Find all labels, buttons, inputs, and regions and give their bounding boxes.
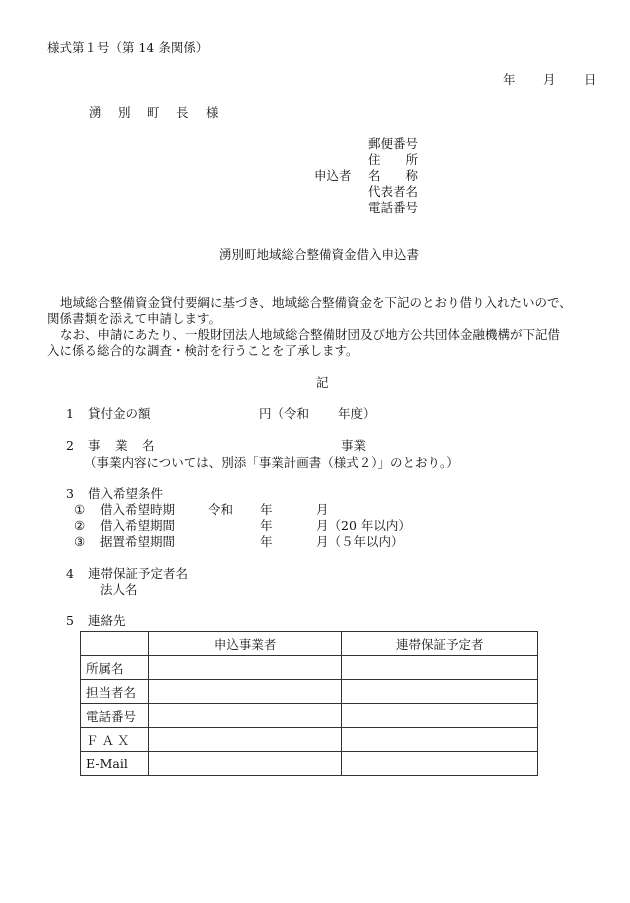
applicant-field-address: 住 所 <box>368 152 419 167</box>
item3-row1-mark: ① <box>74 502 86 517</box>
contact-cell-guarantor-fax[interactable] <box>342 728 538 752</box>
contact-table-header-row <box>81 632 538 656</box>
ki-mark: 記 <box>316 375 329 390</box>
contact-header-guarantor: 連帯保証予定者 <box>342 632 538 656</box>
table-row <box>81 704 538 728</box>
form-number: 様式第１号（第 14 条関係） <box>47 40 209 55</box>
item3-row1-year: 年 <box>260 502 273 517</box>
contact-table <box>80 631 538 776</box>
table-row <box>81 656 538 680</box>
contact-cell-applicant-person[interactable] <box>148 680 342 704</box>
item2-number: 2 <box>66 438 74 453</box>
item1-unit: 円（令和 <box>259 406 310 421</box>
item3-row3-year: 年 <box>260 534 273 549</box>
table-row <box>81 752 538 776</box>
applicant-field-representative: 代表者名 <box>368 184 419 199</box>
body-para2-line2: 入に係る総合的な調査・検討を行うことを了承します。 <box>47 343 359 358</box>
item3-row2-mark: ② <box>74 518 86 533</box>
date-year: 年 <box>503 72 516 87</box>
table-row <box>81 680 538 704</box>
item3-row2-year: 年 <box>260 518 273 533</box>
contact-cell-guarantor-person[interactable] <box>342 680 538 704</box>
body-para1-line2: 関係書類を添えて申請します。 <box>47 311 222 326</box>
item3-number: 3 <box>66 486 74 501</box>
item2-note: （事業内容については、別添「事業計画書（様式２）」のとおり。） <box>84 455 459 470</box>
contact-row-label-person: 担当者名 <box>81 680 149 704</box>
item2-suffix: 事業 <box>341 438 367 453</box>
contact-cell-applicant-email[interactable] <box>148 752 342 776</box>
applicant-field-phone: 電話番号 <box>368 200 419 215</box>
item3-row3-label: 据置希望期間 <box>100 534 176 549</box>
item3-row3-mark: ③ <box>74 534 86 549</box>
item3-row1-label: 借入希望時期 <box>100 502 176 517</box>
contact-row-label-fax: ＦＡＸ <box>81 728 149 752</box>
item1-number: 1 <box>66 406 74 421</box>
item1-year: 年度） <box>338 406 376 421</box>
contact-cell-guarantor-email[interactable] <box>342 752 538 776</box>
contact-row-label-phone: 電話番号 <box>81 704 149 728</box>
contact-cell-guarantor-phone[interactable] <box>342 704 538 728</box>
item4-number: 4 <box>66 566 74 581</box>
contact-header-applicant: 申込事業者 <box>148 632 342 656</box>
document-title: 湧別町地域総合整備資金借入申込書 <box>219 247 420 262</box>
body-para2-line1: なお、申請にあたり、一般財団法人地域総合整備財団及び地方公共団体金融機構が下記借 <box>60 327 561 342</box>
contact-cell-applicant-phone[interactable] <box>148 704 342 728</box>
applicant-field-name: 名 称 <box>368 168 419 183</box>
date-day: 日 <box>584 72 597 87</box>
contact-row-label-department: 所属名 <box>81 656 149 680</box>
contact-cell-applicant-fax[interactable] <box>148 728 342 752</box>
item5-label: 連絡先 <box>88 613 126 628</box>
applicant-label: 申込者 <box>314 168 352 183</box>
addressee-name: 湧 別 町 長 <box>89 105 191 120</box>
item5-number: 5 <box>66 613 74 628</box>
addressee-honorific: 様 <box>206 105 219 120</box>
applicant-field-postal: 郵便番号 <box>368 136 419 151</box>
item3-row3-month: 月（５年以内） <box>316 534 404 549</box>
item3-row2-month: 月（20 年以内） <box>316 518 411 533</box>
item3-row1-month: 月 <box>316 502 329 517</box>
body-para1-line1: 地域総合整備資金貸付要綱に基づき、地域総合整備資金を下記のとおり借り入れたいので、 <box>60 295 572 310</box>
item3-label: 借入希望条件 <box>88 486 164 501</box>
contact-row-label-email: E-Mail <box>81 752 149 776</box>
item3-row2-label: 借入希望期間 <box>100 518 176 533</box>
contact-cell-applicant-department[interactable] <box>148 656 342 680</box>
item1-label: 貸付金の額 <box>88 406 151 421</box>
contact-cell-guarantor-department[interactable] <box>342 656 538 680</box>
item4-label: 連帯保証予定者名 <box>88 566 189 581</box>
item3-row1-era: 令和 <box>208 502 234 517</box>
contact-table-corner <box>81 632 149 656</box>
date-month: 月 <box>543 72 556 87</box>
item2-label: 事 業 名 <box>88 438 156 453</box>
item4-sub: 法人名 <box>100 582 138 597</box>
table-row <box>81 728 538 752</box>
